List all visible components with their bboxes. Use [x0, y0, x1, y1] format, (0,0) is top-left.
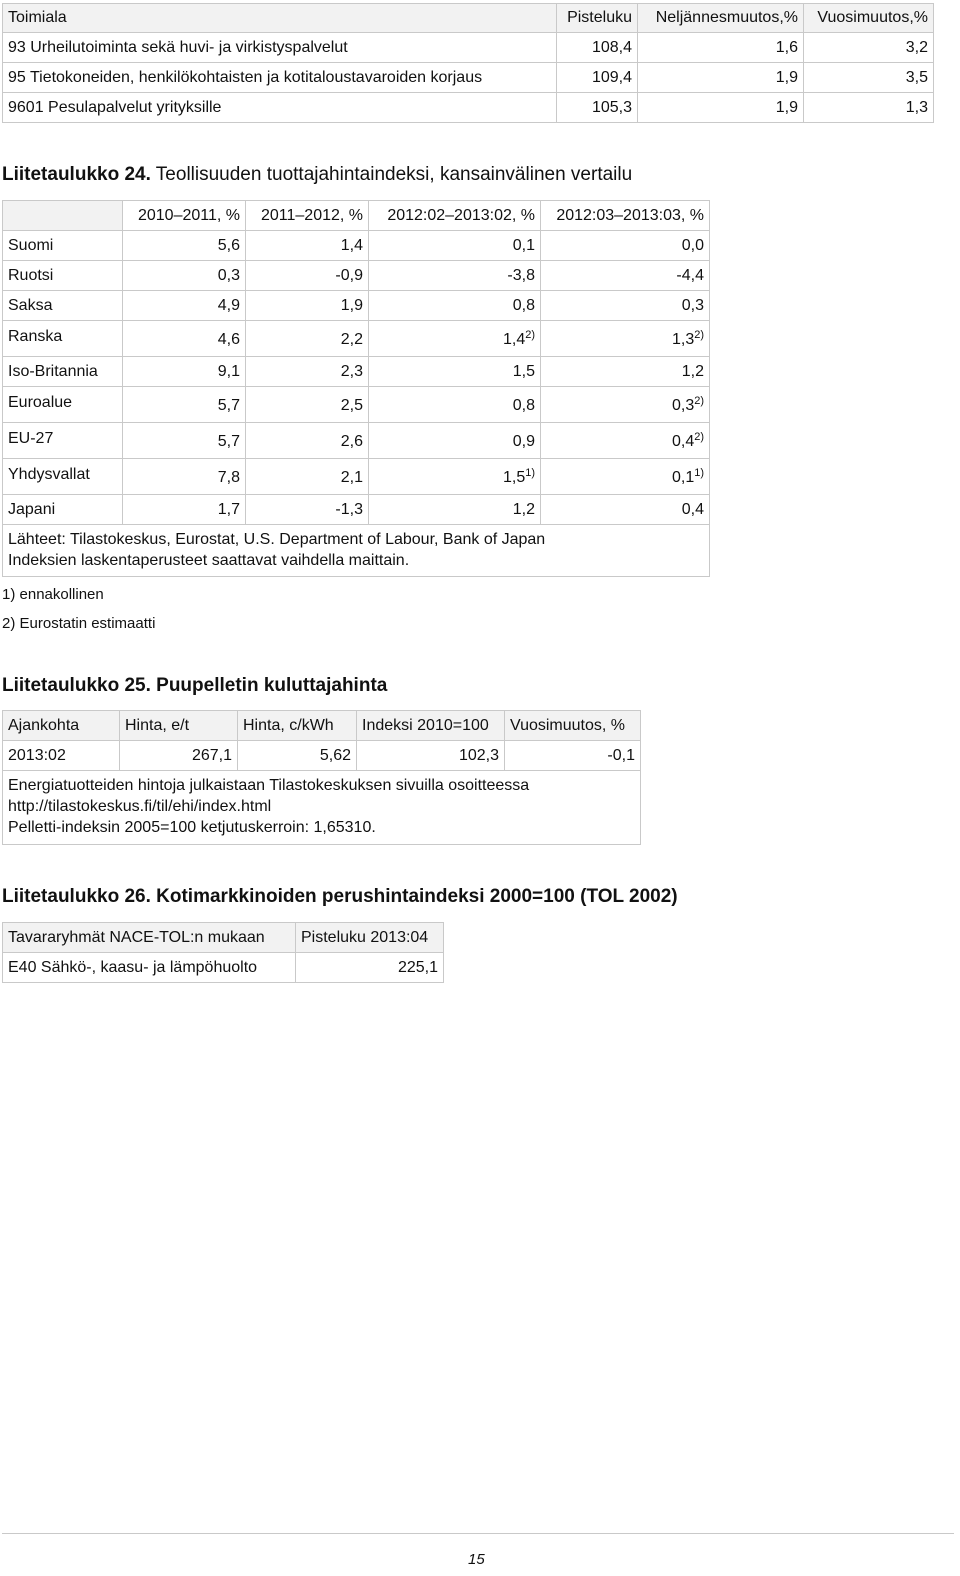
col-header-ajankohta: Ajankohta: [3, 711, 120, 741]
col-header-country: [3, 201, 123, 231]
col-header-toimiala: Toimiala: [3, 4, 557, 33]
source-note-row: [3, 525, 710, 577]
table-row: [3, 357, 710, 387]
cell-value: 102,3: [357, 741, 505, 771]
table-row: [3, 33, 934, 63]
row-label: 2013:02: [3, 741, 120, 771]
table25-title-text: Puupelletin kuluttajahinta: [150, 675, 388, 696]
page-number: 15: [468, 1551, 485, 1568]
cell-value: 1,9: [638, 63, 804, 93]
col-header-indeksi: Indeksi 2010=100: [357, 711, 505, 741]
cell-value: 1,4: [246, 231, 369, 261]
cell-value: 0,9: [369, 423, 541, 459]
country-label: Saksa: [3, 291, 123, 321]
cell-value: 0,3: [541, 291, 710, 321]
col-header-vuosimuutos: Vuosimuutos, %: [505, 711, 641, 741]
wood-pellet-price-table: [2, 710, 641, 845]
cell-value: -0,1: [505, 741, 641, 771]
footnote-marker: 2): [694, 329, 704, 341]
row-label: 93 Urheilutoiminta sekä huvi- ja virkistyspalvelut: [3, 33, 557, 63]
note-row: [3, 771, 641, 845]
country-label: Suomi: [3, 231, 123, 261]
table26-title-prefix: Liitetaulukko 26.: [2, 886, 151, 907]
country-label: Yhdysvallat: [3, 459, 123, 495]
cell-value: 1,5$^{1)}$: [369, 459, 541, 495]
col-header-2010-2011: 2010–2011, %: [123, 201, 246, 231]
table-header-row: [3, 923, 444, 953]
energy-price-note: [3, 771, 641, 845]
cell-value: 1,2: [541, 357, 710, 387]
table-row: [3, 321, 710, 357]
cell-value: 1,2: [369, 495, 541, 525]
cell-value: 7,8: [123, 459, 246, 495]
note-line: Energiatuotteiden hintoja julkaistaan Tilastokeskuksen sivuilla osoitteessa: [8, 777, 530, 794]
cell-value: 0,4: [541, 495, 710, 525]
country-label: Euroalue: [3, 387, 123, 423]
table24-title: [2, 164, 632, 186]
col-header-pisteluku: Pisteluku 2013:04: [296, 923, 444, 953]
table26-title-text: Kotimarkkinoiden perushintaindeksi 2000=100 (TOL 2002): [150, 886, 678, 907]
country-label: Iso-Britannia: [3, 357, 123, 387]
footnote-marker: 2): [694, 395, 704, 407]
table-header-row: [3, 201, 710, 231]
col-header-tavararyhmat: Tavararyhmät NACE-TOL:n mukaan: [3, 923, 296, 953]
table-header-row: [3, 711, 641, 741]
col-header-pisteluku: Pisteluku: [557, 4, 638, 33]
cell-value: 2,3: [246, 357, 369, 387]
table-row: [3, 261, 710, 291]
cell-value: 0,3: [123, 261, 246, 291]
table-row: [3, 953, 444, 983]
note-link[interactable]: http://tilastokeskus.fi/til/ehi/index.html: [8, 798, 272, 815]
footnote-preliminary: 1) ennakollinen: [2, 586, 104, 603]
cell-value: 3,5: [804, 63, 934, 93]
table-row: [3, 741, 641, 771]
cell-value: 0,4$^{2)}$: [541, 423, 710, 459]
cell-value: 4,6: [123, 321, 246, 357]
domestic-market-price-index-table: [2, 922, 444, 983]
cell-value: 5,6: [123, 231, 246, 261]
cell-value: 2,5: [246, 387, 369, 423]
note-line: Pelletti-indeksin 2005=100 ketjutuskerroin: 1,65310.: [8, 819, 376, 836]
cell-value: 0,3$^{2)}$: [541, 387, 710, 423]
cell-value: 0,8: [369, 387, 541, 423]
col-header-vuosimuutos: Vuosimuutos,%: [804, 4, 934, 33]
col-header-2011-2012: 2011–2012, %: [246, 201, 369, 231]
cell-value: 0,8: [369, 291, 541, 321]
cell-value: 109,4: [557, 63, 638, 93]
cell-value: 225,1: [296, 953, 444, 983]
cell-value: -1,3: [246, 495, 369, 525]
source-note: [3, 525, 710, 577]
producer-price-comparison-table: [2, 200, 710, 577]
table26-title: [2, 886, 678, 908]
table-row: [3, 291, 710, 321]
cell-value: 0,1: [369, 231, 541, 261]
method-note-line: Indeksien laskentaperusteet saattavat vaihdella maittain.: [8, 552, 410, 569]
cell-value: 105,3: [557, 93, 638, 123]
cell-value: 2,1: [246, 459, 369, 495]
table25-title-prefix: Liitetaulukko 25.: [2, 675, 151, 696]
footnote-marker: 2): [694, 431, 704, 443]
col-header-2012-02: 2012:02–2013:02, %: [369, 201, 541, 231]
col-header-neljannesmuutos: Neljännesmuutos,%: [638, 4, 804, 33]
footnote-marker: 1): [525, 467, 535, 479]
table-header-row: [3, 4, 934, 33]
table25-title: [2, 675, 387, 697]
cell-value: 2,2: [246, 321, 369, 357]
row-label: E40 Sähkö-, kaasu- ja lämpöhuolto: [3, 953, 296, 983]
footer-divider: [2, 1533, 954, 1534]
cell-value: 1,9: [638, 93, 804, 123]
col-header-hinta-ckwh: Hinta, c/kWh: [238, 711, 357, 741]
table24-title-prefix: Liitetaulukko 24.: [2, 164, 151, 185]
table-row: [3, 423, 710, 459]
col-header-hinta-et: Hinta, e/t: [120, 711, 238, 741]
cell-value: -3,8: [369, 261, 541, 291]
cell-value: 5,7: [123, 423, 246, 459]
cell-value: 1,3$^{2)}$: [541, 321, 710, 357]
footnote-eurostat-estimate: 2) Eurostatin estimaatti: [2, 615, 156, 632]
cell-value: 3,2: [804, 33, 934, 63]
cell-value: 0,0: [541, 231, 710, 261]
cell-value: 1,3: [804, 93, 934, 123]
cell-value: -0,9: [246, 261, 369, 291]
row-label: 95 Tietokoneiden, henkilökohtaisten ja kotitaloustavaroiden korjaus: [3, 63, 557, 93]
table-row: [3, 63, 934, 93]
table-row: [3, 231, 710, 261]
table-row: [3, 93, 934, 123]
table-row: [3, 495, 710, 525]
col-header-2012-03: 2012:03–2013:03, %: [541, 201, 710, 231]
table-row: [3, 459, 710, 495]
cell-value: 0,1$^{1)}$: [541, 459, 710, 495]
cell-value: 108,4: [557, 33, 638, 63]
cell-value: 1,7: [123, 495, 246, 525]
country-label: Ranska: [3, 321, 123, 357]
country-label: Ruotsi: [3, 261, 123, 291]
table-row: [3, 387, 710, 423]
cell-value: 1,4$^{2)}$: [369, 321, 541, 357]
cell-value: 5,62: [238, 741, 357, 771]
footnote-marker: 2): [525, 329, 535, 341]
country-label: Japani: [3, 495, 123, 525]
table24-title-text: Teollisuuden tuottajahintaindeksi, kansainvälinen vertailu: [150, 164, 633, 185]
cell-value: 2,6: [246, 423, 369, 459]
cell-value: 1,5: [369, 357, 541, 387]
footnote-marker: 1): [694, 467, 704, 479]
row-label: 9601 Pesulapalvelut yrityksille: [3, 93, 557, 123]
country-label: EU-27: [3, 423, 123, 459]
source-line: Lähteet: Tilastokeskus, Eurostat, U.S. Department of Labour, Bank of Japan: [8, 531, 546, 548]
cell-value: 267,1: [120, 741, 238, 771]
cell-value: 1,9: [246, 291, 369, 321]
cell-value: 5,7: [123, 387, 246, 423]
services-price-table: [2, 3, 934, 123]
cell-value: 9,1: [123, 357, 246, 387]
cell-value: 1,6: [638, 33, 804, 63]
cell-value: 4,9: [123, 291, 246, 321]
cell-value: -4,4: [541, 261, 710, 291]
